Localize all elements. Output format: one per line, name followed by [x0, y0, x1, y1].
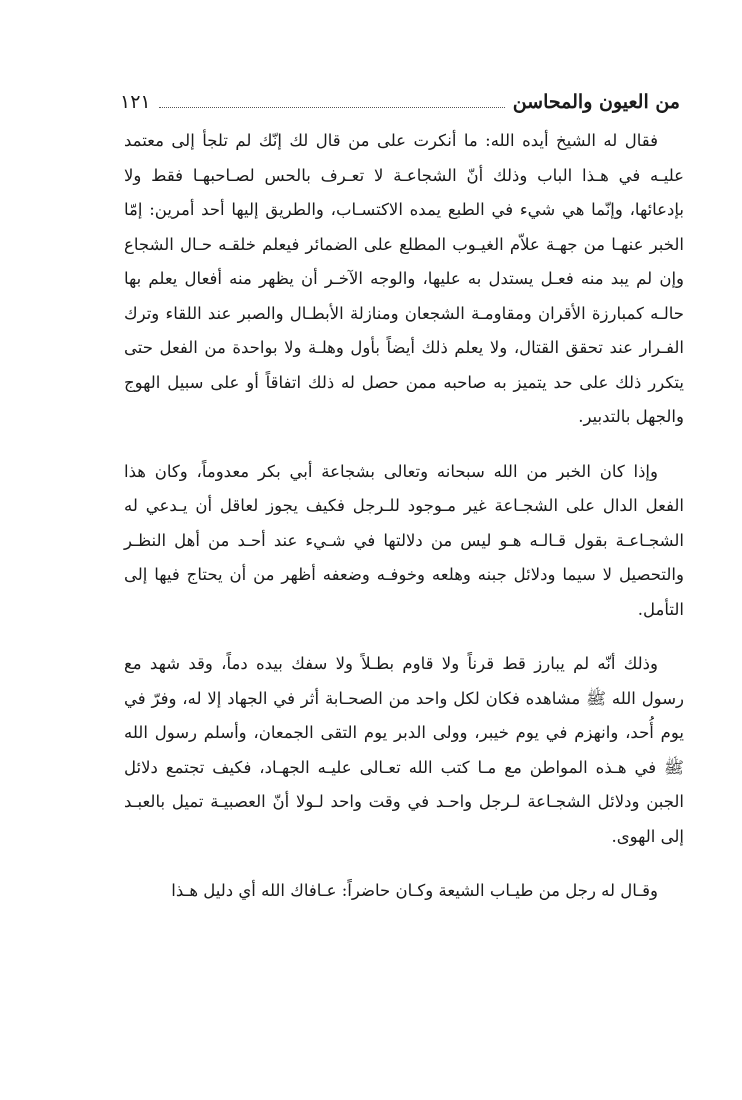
dotted-leader: [159, 106, 505, 108]
body-text: [124, 124, 684, 909]
page-header: [120, 84, 680, 114]
page-number: ١٢١: [120, 91, 151, 113]
paragraph: وذلك أنّه لم يبارز قط قرناً ولا قاوم بطـلاً ولا سفك بيده دماً، وقد شهد مع رسول الله ﷺ مشاهده فكان لكل واحد من الصحـابة أثر في الجهاد إلا له، وفرّ في يوم أُحد، وانهزم في يوم خيبر، وولى الدبر يوم التقى الجمعان، وأسلم رسول الله ﷺ في هـذه المواطن مع مـا كتب الله تعـالى عليـه الجهـاد، فكيف تجتمع دلائل الجبن ودلائل الشجـاعة لـرجل واحـد في وقت واحد لـولا أنّ العصبيـة تميل بالعبـد إلى الهوى.: [124, 654, 684, 846]
paragraph: وقـال له رجل من طيـاب الشيعة وكـان حاضراً: عـافاك الله أي دليل هـذا: [171, 881, 658, 900]
paragraph: وإذا كان الخبر من الله سبحانه وتعالى بشجاعة أبي بكر معدوماً، وكان هذا الفعل الدال على الشجـاعة غير مـوجود للـرجل فكيف يجوز لعاقل أن يـدعي له الشجـاعـة بقول قـالـه هـو ليس من دلالتها في شـيء عند أحـد من أهل النظـر والتحصيل لا سيما ودلائل جبنه وهلعه وخوفـه وضعفه أظهر من أن يحتاج فيها إلى التأمل.: [124, 461, 684, 619]
running-title: من العيون والمحاسن: [512, 91, 680, 113]
paragraph: فقال له الشيخ أيده الله: ما أنكرت على من قال لك إنّك لم تلجأ إلى معتمد عليـه في هـذا الباب وذلك أنّ الشجاعـة لا تعـرف بالحس لصـاحبهـا فقط ولا بإدعائها، وإنّما هي شيء في الطبع يمده الاكتسـاب، والطريق إليها أحد أمرين: إمّا الخبر عنهـا من جهـة علاّم الغيـوب المطلع على الضمائر فيعلم خلقـه حـال الشجاع وإن لم يبد منه فعـل يستدل به عليها، والوجه الآخـر أن يظهر منه أفعال يعلم بها حالـه كمبارزة الأقران ومقاومـة الشجعان ومنازلة الأبطـال والصبر عند اللقاء وترك الفـرار عند تحقق القتال، ولا يعلم ذلك أيضاً بأول وهلـة ولا بواحدة من الفعل حتى يتكرر ذلك على حد يتميز به صاحبه ممن حصل له ذلك اتفاقاً أو على سبيل الهوج والجهل بالتدبير.: [124, 131, 684, 426]
